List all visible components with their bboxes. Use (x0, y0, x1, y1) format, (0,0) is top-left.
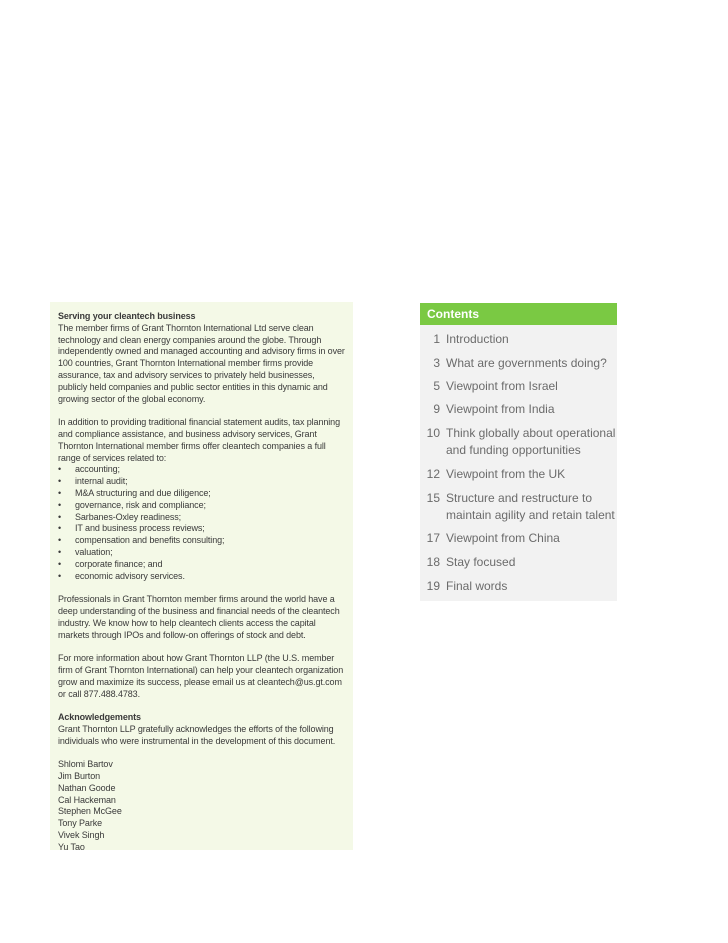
contents-label: Viewpoint from the UK (446, 467, 566, 481)
contents-title: Contents (420, 303, 617, 325)
person-name: Stephen McGee (58, 806, 122, 817)
service-item: • compensation and benefits consulting; (58, 535, 225, 546)
contents-page-number: 10 (426, 426, 440, 440)
acknowledgements-heading: Acknowledgements (58, 712, 141, 723)
contents-label: Viewpoint from China (446, 531, 560, 545)
services-paragraph: In addition to providing traditional financial statement audits, tax planning and compliance assistance, and business advisory services, Grant Thornton International member firms offer cleantech companies a full range of services related to: (58, 417, 340, 463)
person-name: Cal Hackeman (58, 794, 116, 805)
expertise-paragraph: Professionals in Grant Thornton member firms around the world have a deep understanding of the business and financial needs of the cleantech industry. We know how to help cleantech clients access the capital markets through IPOs and follow-on offerings of stock and debt. (58, 594, 340, 640)
service-item: • internal audit; (58, 476, 128, 487)
contents-page-number: 15 (426, 491, 440, 505)
info-panel (50, 302, 353, 850)
services-list (58, 464, 345, 582)
person-name: Vivek Singh (58, 830, 105, 841)
person-name: Nathan Goode (58, 782, 116, 793)
person-name: Shlomi Bartov (58, 759, 113, 770)
contents-label: Viewpoint from Israel (446, 379, 558, 393)
contact-paragraph: For more information about how Grant Thornton LLP (the U.S. member firm of Grant Thornton International) can help your cleantech organization grow and maximize its success, please email us at cleantech@us.gt.com or call 877.488.4783. (58, 653, 344, 699)
service-item: • accounting; (58, 464, 120, 475)
service-item: • M&A structuring and due diligence; (58, 487, 211, 498)
contents-label: Stay focused (446, 555, 516, 569)
service-item: • corporate finance; and (58, 558, 163, 569)
acknowledgements-text: Grant Thornton LLP gratefully acknowledges the efforts of the following individuals who were instrumental in the development of this document. (58, 723, 336, 746)
contents-label: Viewpoint from India (446, 402, 555, 416)
contents-page-number: 17 (426, 531, 440, 545)
contents-panel (420, 303, 617, 601)
service-item: • Sarbanes-Oxley readiness; (58, 511, 182, 522)
contents-page-number: 1 (433, 332, 440, 346)
service-item: • economic advisory services. (58, 570, 185, 581)
contents-page-number: 18 (426, 555, 440, 569)
people-list (58, 759, 345, 853)
contents-page-number: 5 (433, 379, 440, 393)
contents-label: What are governments doing? (446, 356, 607, 370)
contents-page-number: 9 (433, 402, 440, 416)
intro-paragraph: The member firms of Grant Thornton International Ltd serve clean technology and clean energy companies around the globe. Through independently owned and managed accounting and advisory firms in over 100 countries, Grant Thornton International member firms provide assurance, tax and advisory services to privately held businesses, publicly held companies and public sector entities in this dynamic and growing sector of the global economy. (58, 322, 345, 404)
contents-label: Think globally about operational and funding opportunities (446, 426, 616, 457)
contents-page-number: 3 (433, 356, 440, 370)
service-item: • governance, risk and compliance; (58, 499, 206, 510)
contents-label: Introduction (446, 332, 509, 346)
contents-page-number: 12 (426, 467, 440, 481)
contents-label: Structure and restructure to maintain agility and retain talent (446, 491, 615, 522)
contents-label: Final words (446, 579, 508, 593)
person-name: Tony Parke (58, 818, 103, 829)
service-item: • valuation; (58, 546, 113, 557)
serving-heading: Serving your cleantech business (58, 311, 196, 321)
person-name: Yu Tao (58, 841, 85, 852)
service-item: • IT and business process reviews; (58, 523, 205, 534)
contents-page-number: 19 (426, 579, 440, 593)
person-name: Jim Burton (58, 771, 101, 782)
